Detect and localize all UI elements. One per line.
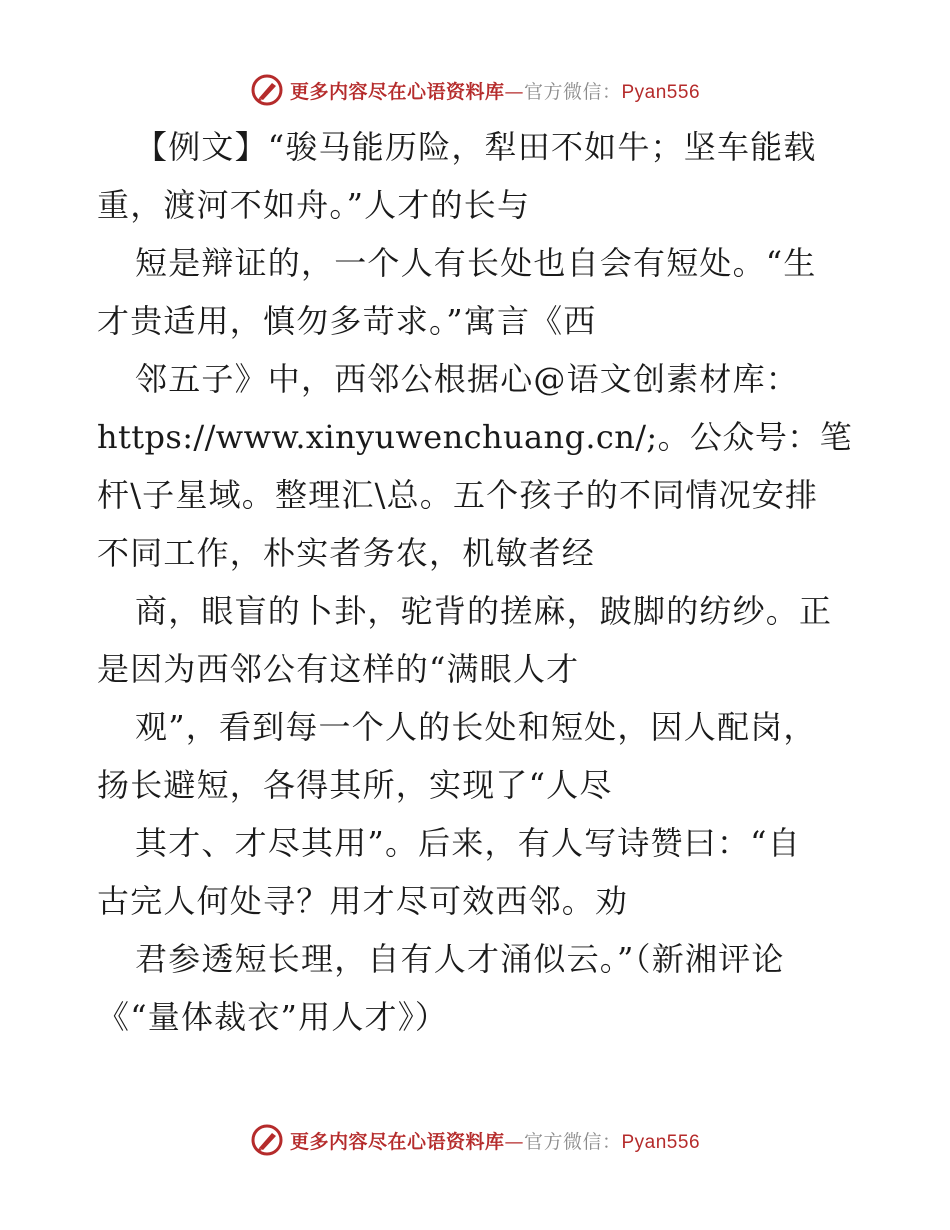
body-line: 观”，看到每一个人的长处和短处，因人配岗， (135, 708, 817, 746)
body-line: 君参透短长理，自有人才涌似云。”（新湘评论 (135, 940, 785, 978)
body-line: 短是辩证的，一个人有长处也自会有短处。“生 (135, 244, 817, 282)
body-line: 商，眼盲的卜卦，驼背的搓麻，跛脚的纺纱。正 (135, 592, 833, 630)
body-line-url: https://www.xinyuwenchuang.cn/;。公众号：笔 (97, 418, 853, 456)
brush-pen-logo-icon (250, 1123, 284, 1157)
watermark-official: 官方微信： (523, 80, 622, 103)
body-line: 杆\子星域。整理汇\总。五个孩子的不同情况安排 (97, 476, 819, 514)
body-line: 不同工作，朴实者务农，机敏者经 (97, 534, 596, 572)
watermark-dash: — (504, 1130, 524, 1153)
footer-watermark (0, 1118, 950, 1162)
brush-pen-logo-icon (250, 73, 284, 107)
body-line: 古完人何处寻？用才尽可效西邻。劝 (97, 882, 629, 920)
watermark-wechat-id: Pyan556 (621, 81, 701, 103)
watermark-line (290, 1127, 700, 1154)
body-line: 扬长避短，各得其所，实现了“人尽 (97, 766, 613, 804)
watermark-brand: 更多内容尽在心语资料库 (289, 80, 505, 103)
body-line: 其才、才尽其用”。后来，有人写诗赞曰：“自 (135, 824, 801, 862)
watermark-wechat-id: Pyan556 (621, 1131, 701, 1153)
body-line: 是因为西邻公有这样的“满眼人才 (97, 650, 580, 688)
body-line: 《“量体裁衣”用人才》） (97, 998, 449, 1036)
watermark-dash: — (504, 80, 524, 103)
watermark-brand: 更多内容尽在心语资料库 (289, 1130, 505, 1153)
body-line: 才贵适用，慎勿多苛求。”寓言《西 (97, 302, 597, 340)
body-line: 重，渡河不如舟。”人才的长与 (97, 186, 531, 224)
document-body (97, 118, 857, 1046)
body-line: 邻五子》中，西邻公根据心@语文创素材库： (135, 360, 800, 398)
header-watermark (0, 68, 950, 112)
watermark-line (290, 77, 700, 104)
watermark-official: 官方微信： (523, 1130, 622, 1153)
body-line: 【例文】“骏马能历险，犁田不如牛；坚车能载 (135, 128, 817, 166)
